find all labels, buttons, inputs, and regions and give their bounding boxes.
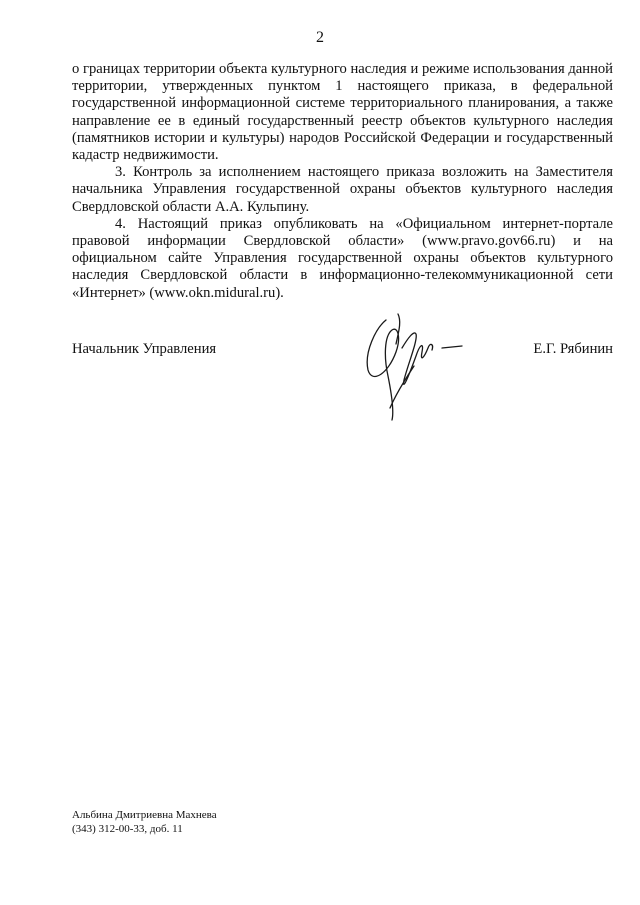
executor-contact [72, 809, 217, 836]
signature-block [72, 341, 613, 361]
paragraph-continuation: о границах территории объекта культурного наследия и режиме использования данной территории, утвержденных пунктом 1 настоящего приказа, в федеральной государственной информационной системе территориального планирования, а также направление ее в единый государственный реестр объектов культурного наследия (памятников истории и культуры) народов Российской Федерации и государственный кадастр недвижимости. [72, 61, 613, 164]
signatory-position: Начальник Управления [72, 341, 217, 357]
executor-phone: (343) 312-00-33, доб. 11 [72, 822, 183, 835]
executor-name: Альбина Дмитриевна Махнева [72, 809, 217, 821]
paragraph-item-3: 3. Контроль за исполнением настоящего приказа возложить на Заместителя начальника Управления государственной охраны объектов культурного наследия Свердловской области А.А. Кульпину. [72, 164, 613, 215]
handwritten-signature [358, 308, 470, 426]
document-body [72, 61, 613, 302]
signatory-name: Е.Г. Рябинин [533, 341, 613, 357]
paragraph-item-4: 4. Настоящий приказ опубликовать на «Официальном интернет-портале правовой информации Свердловской области» (www.pravo.gov66.ru) и на официальном сайте Управления государственной охраны объектов культурного наследия Свердловской области в информационно-телекоммуникационной сети «Интернет» (www.okn.midural.ru). [72, 215, 613, 301]
page-number: 2 [316, 29, 324, 46]
